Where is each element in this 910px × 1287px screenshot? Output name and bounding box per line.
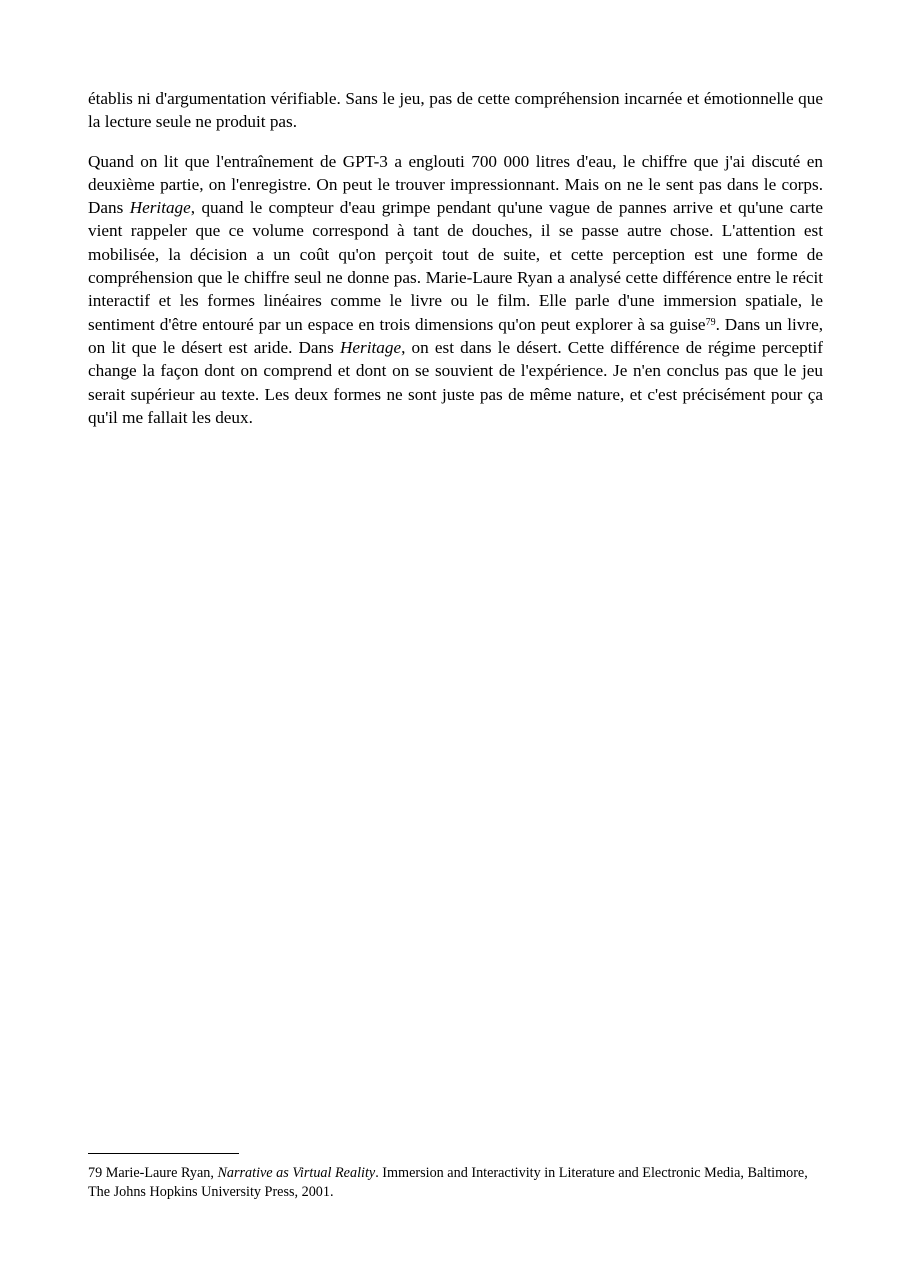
paragraph-text: établis ni d'argumentation vérifiable. Sans le jeu, pas de cette compréhension incarnée et émotionnelle que la lecture seule ne produit pas.: [88, 89, 823, 132]
footnote-number: 79: [88, 1165, 103, 1181]
paragraph-text: Quand on lit que l'entraînement de GPT-3 a englouti 700 000 litres d'eau, le chiffre que j'ai discuté en deuxième partie, on l'enregistre. On peut le trouver impressionnant. Mais on ne le sent pas dans le corps. Dans: [88, 151, 823, 218]
paragraph-text: , quand le compteur d'eau grimpe pendant qu'une vague de pannes arrive et qu'une carte vient rappeler que ce volume correspond à tant de douches, il se passe autre chose. L'attention est mobilisée, la décision a un coût qu'on perçoit tout de suite, et cette perception est une forme de compréhension que le chiffre seul ne donne pas. Marie-Laure Ryan a analysé cette différence entre le récit interactif et les formes linéaires comme le livre ou le film. Elle parle d'une immersion spatiale, le sentiment d'être entouré par un espace en trois dimensions qu'on peut explorer à sa guise: [88, 198, 824, 334]
game-title-italic: Heritage: [340, 337, 402, 357]
footnote: [88, 1164, 823, 1201]
paragraph-text: . Dans un livre, on lit que le désert est aride. Dans: [88, 314, 823, 357]
paragraph-continuation: [88, 87, 823, 134]
page-body: [88, 87, 823, 429]
footnote-author: Marie-Laure Ryan,: [102, 1165, 218, 1181]
game-title-italic: Heritage: [129, 198, 191, 218]
footnote-book-title: Narrative as Virtual Reality: [217, 1165, 376, 1181]
footnote-citation: . Immersion and Interactivity in Literature and Electronic Media, Baltimore, The Johns Hopkins University Press, 2001.: [88, 1165, 808, 1200]
paragraph-text: , on est dans le désert. Cette différence de régime perceptif change la façon dont on comprend et dont on se souvient de l'expérience. Je n'en conclus pas que le jeu serait supérieur au texte. Les deux formes ne sont juste pas de même nature, et c'est précisément pour ça qu'il me fallait les deux.: [88, 337, 823, 427]
paragraph-gpt3-water: [88, 150, 823, 430]
footnote-reference[interactable]: 79: [705, 316, 716, 328]
footnote-separator: [88, 1153, 239, 1154]
